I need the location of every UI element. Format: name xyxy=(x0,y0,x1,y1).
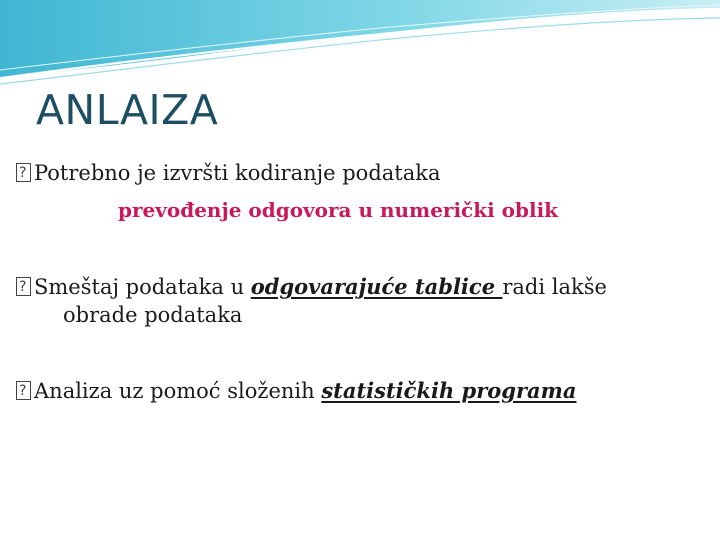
bullet-item-1 xyxy=(16,159,706,187)
missing-glyph-icon xyxy=(16,381,31,400)
emphasized-link-text[interactable]: odgovarajuće tablice xyxy=(250,274,503,299)
bullet-text-line2: obrade podataka xyxy=(63,303,243,327)
wave-header-decoration xyxy=(0,0,720,90)
bullet-item-2 xyxy=(16,273,706,329)
missing-glyph-icon xyxy=(16,277,31,296)
bullet-text-after: radi lakše xyxy=(502,275,607,299)
bullet-text-before: Smeštaj podataka u xyxy=(34,275,251,299)
sub-line-highlight: prevođenje odgovora u numerički oblik xyxy=(118,198,559,222)
bullet-text-before: Analiza uz pomoć složenih xyxy=(34,379,322,403)
bullet-text: Potrebno je izvršti kodiranje podataka xyxy=(34,161,441,185)
bullet-item-3 xyxy=(16,377,706,405)
missing-glyph-icon xyxy=(16,163,31,182)
emphasized-link-text[interactable]: statističkih programa xyxy=(321,378,577,403)
slide-title: ANLAIZA xyxy=(36,86,219,134)
